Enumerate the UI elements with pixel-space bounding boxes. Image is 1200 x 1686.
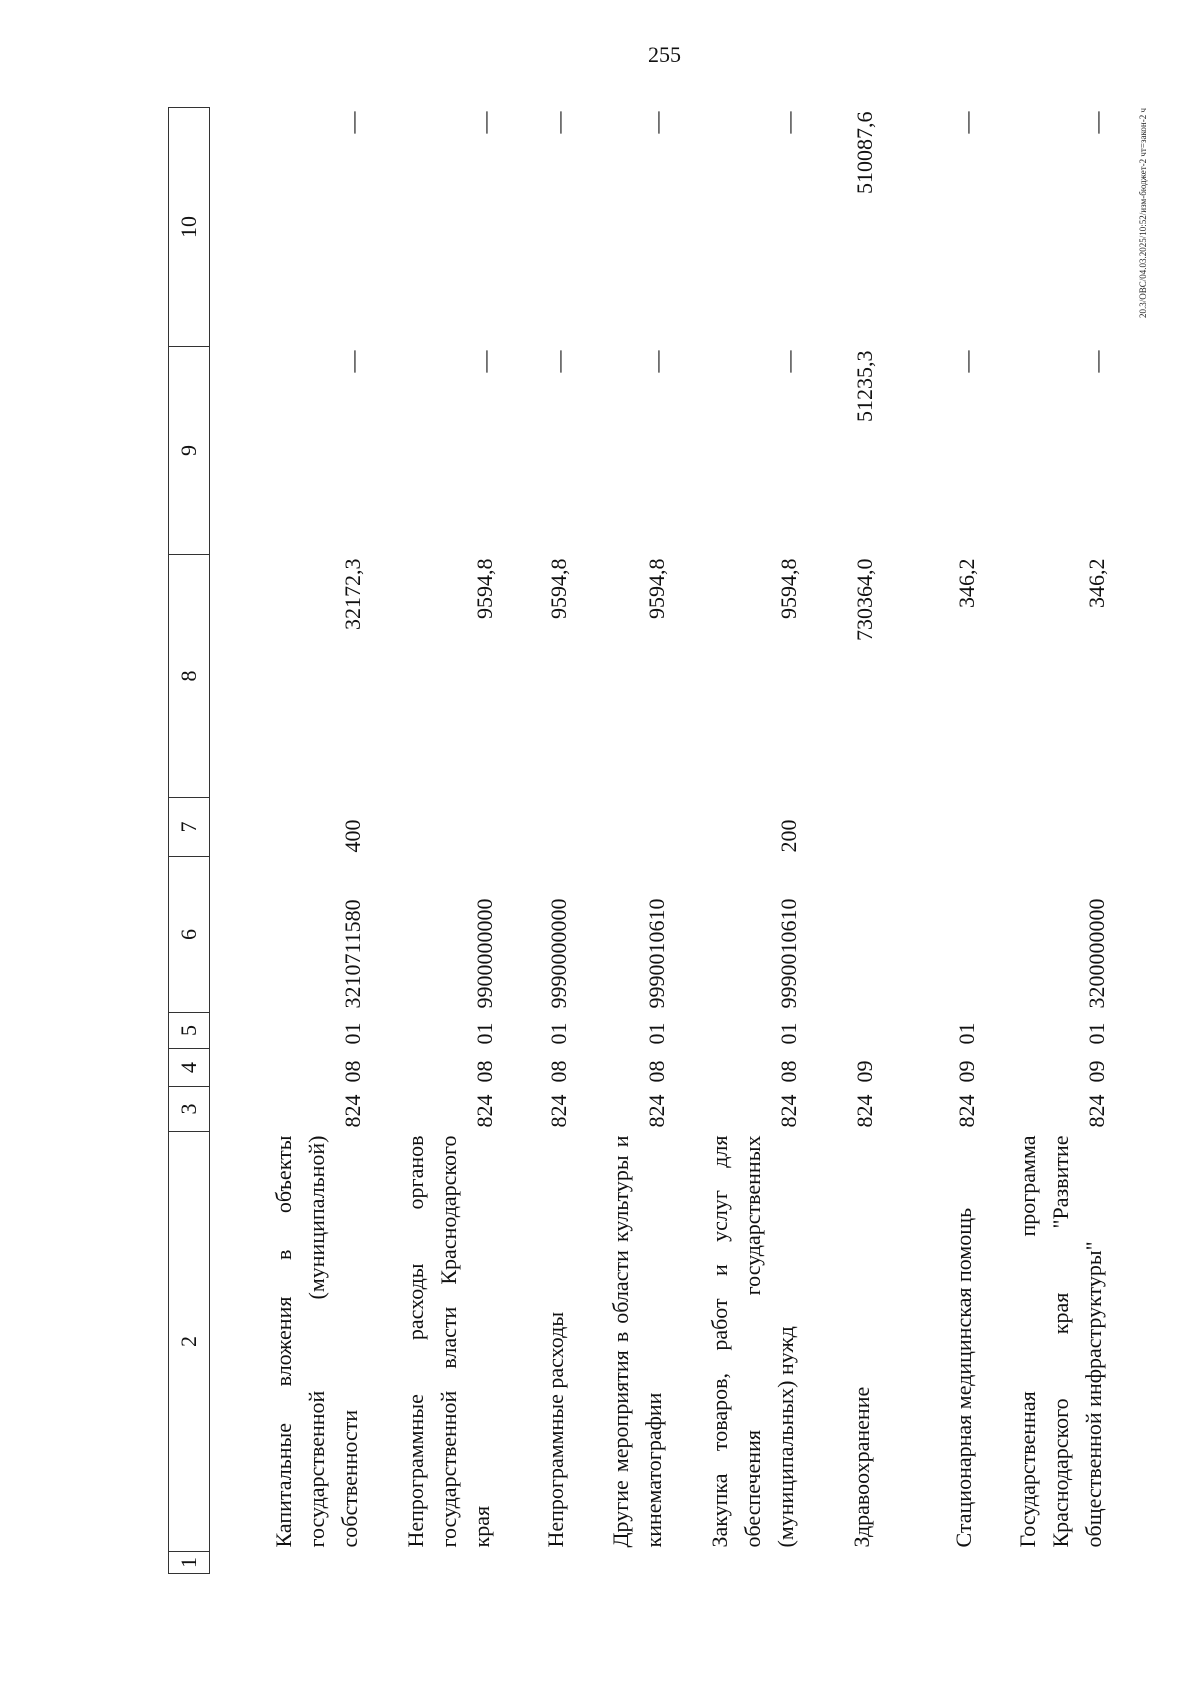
cell-col-5: 01: [472, 1022, 497, 1045]
cell-col-7: [372, 798, 504, 857]
cell-col-5: [808, 1013, 884, 1049]
header-col-2: 2: [169, 1132, 210, 1552]
cell-col-5: 01: [1084, 1022, 1109, 1045]
cell-col-3: 824: [1084, 1094, 1109, 1128]
row-name: Непрограммные расходы органов государственной власти Краснодарского края: [403, 1135, 494, 1548]
cell-col-1: [986, 1552, 1116, 1574]
row-name: Государственная программа Краснодарского края "Развитие общественной инфраструктуры": [1015, 1135, 1106, 1548]
header-col-6: 6: [169, 857, 210, 1013]
cell-col-1: [808, 1552, 884, 1574]
header-col-1: 1: [169, 1552, 210, 1574]
cell-col-5: 01: [776, 1022, 801, 1045]
cell-col-7: [578, 798, 676, 857]
table-row: [504, 108, 578, 1574]
cell-col-4: 08: [546, 1060, 571, 1083]
budget-table-rotated: [168, 108, 1109, 1574]
cell-col-8: 9594,8: [472, 558, 497, 619]
budget-table: [168, 107, 1116, 1574]
table-row: [578, 108, 676, 1574]
cell-col-3: 824: [472, 1094, 497, 1128]
cell-col-4: 08: [776, 1060, 801, 1083]
cell-col-9: —: [644, 350, 669, 373]
cell-col-6: 9990010610: [644, 898, 669, 1009]
table-row: [372, 108, 504, 1574]
cell-col-10: —: [1084, 111, 1109, 134]
cell-col-4: 09: [954, 1060, 979, 1083]
cell-col-1: [372, 1552, 504, 1574]
table-row: [676, 108, 808, 1574]
cell-col-8: 346,2: [1084, 558, 1109, 608]
table-row: [986, 108, 1116, 1574]
cell-col-3: 824: [954, 1094, 979, 1128]
header-col-5: 5: [169, 1013, 210, 1049]
cell-col-3: 824: [852, 1094, 877, 1128]
row-name: Непрограммные расходы: [543, 1311, 568, 1548]
cell-col-7: [808, 798, 884, 857]
cell-col-9: —: [1084, 350, 1109, 373]
cell-col-1: [504, 1552, 578, 1574]
cell-col-10: —: [546, 111, 571, 134]
cell-col-1: [578, 1552, 676, 1574]
cell-col-5: 01: [954, 1022, 979, 1045]
cell-col-8: 9594,8: [776, 558, 801, 619]
cell-col-7: [504, 798, 578, 857]
header-col-3: 3: [169, 1087, 210, 1132]
cell-col-10: 510087,6: [852, 111, 877, 194]
cell-col-6: 3200000000: [1084, 898, 1109, 1009]
cell-col-10: —: [340, 111, 365, 134]
cell-col-4: 08: [340, 1060, 365, 1083]
cell-col-8: 32172,3: [340, 558, 365, 630]
cell-col-3: 824: [776, 1094, 801, 1128]
header-row: [169, 108, 210, 1574]
row-name: Стационарная медицинская помощь: [951, 1207, 976, 1548]
row-name: Закупка товаров, работ и услуг для обеспечения государственных (муниципальных) нужд: [707, 1135, 798, 1548]
cell-col-1: [676, 1552, 808, 1574]
cell-col-7: 400: [340, 819, 365, 853]
row-name: Другие мероприятия в области культуры и кинематографии: [608, 1135, 666, 1548]
cell-col-4: 09: [1084, 1060, 1109, 1083]
page-number: 255: [648, 42, 681, 67]
row-name: Капитальные вложения в объекты государственной (муниципальной) собственности: [271, 1135, 362, 1548]
table-row: [884, 108, 986, 1574]
cell-col-1: [210, 1552, 373, 1574]
table-row: [210, 108, 373, 1574]
cell-col-10: —: [776, 111, 801, 134]
table-row: [808, 108, 884, 1574]
cell-col-6: 9990010610: [776, 898, 801, 1009]
cell-col-7: [884, 798, 986, 857]
cell-col-9: —: [472, 350, 497, 373]
cell-col-1: [884, 1552, 986, 1574]
cell-col-6: [808, 857, 884, 1013]
header-col-8: 8: [169, 555, 210, 798]
cell-col-9: 51235,3: [852, 350, 877, 422]
cell-col-3: 824: [340, 1094, 365, 1128]
cell-col-6: 3210711580: [340, 899, 365, 1009]
cell-col-9: —: [954, 350, 979, 373]
document-footer-code: 20.3/ОВС/04.03.2025/10:52/изм-бюджет-2 чт=закон-2 ч: [1138, 108, 1148, 318]
cell-col-8: 730364,0: [852, 558, 877, 641]
cell-col-5: 01: [644, 1022, 669, 1045]
header-col-10: 10: [169, 108, 210, 347]
cell-col-10: —: [644, 111, 669, 134]
cell-col-5: 01: [340, 1022, 365, 1045]
header-col-9: 9: [169, 347, 210, 555]
cell-col-4: 09: [852, 1060, 877, 1083]
cell-col-4: 08: [472, 1060, 497, 1083]
cell-col-8: 346,2: [954, 558, 979, 608]
header-col-4: 4: [169, 1049, 210, 1087]
cell-col-3: 824: [546, 1094, 571, 1128]
header-col-7: 7: [169, 798, 210, 857]
cell-col-8: 9594,8: [644, 558, 669, 619]
row-name: Здравоохранение: [849, 1386, 874, 1548]
cell-col-9: —: [776, 350, 801, 373]
cell-col-10: —: [954, 111, 979, 134]
cell-col-5: 01: [546, 1022, 571, 1045]
cell-col-9: —: [340, 350, 365, 373]
cell-col-6: [884, 857, 986, 1013]
cell-col-7: 200: [776, 819, 801, 853]
cell-col-6: 9900000000: [472, 898, 497, 1009]
cell-col-10: —: [472, 111, 497, 134]
cell-col-7: [986, 798, 1116, 857]
cell-col-8: 9594,8: [546, 558, 571, 619]
cell-col-9: —: [546, 350, 571, 373]
cell-col-3: 824: [644, 1094, 669, 1128]
cell-col-6: 9990000000: [546, 898, 571, 1009]
cell-col-4: 08: [644, 1060, 669, 1083]
